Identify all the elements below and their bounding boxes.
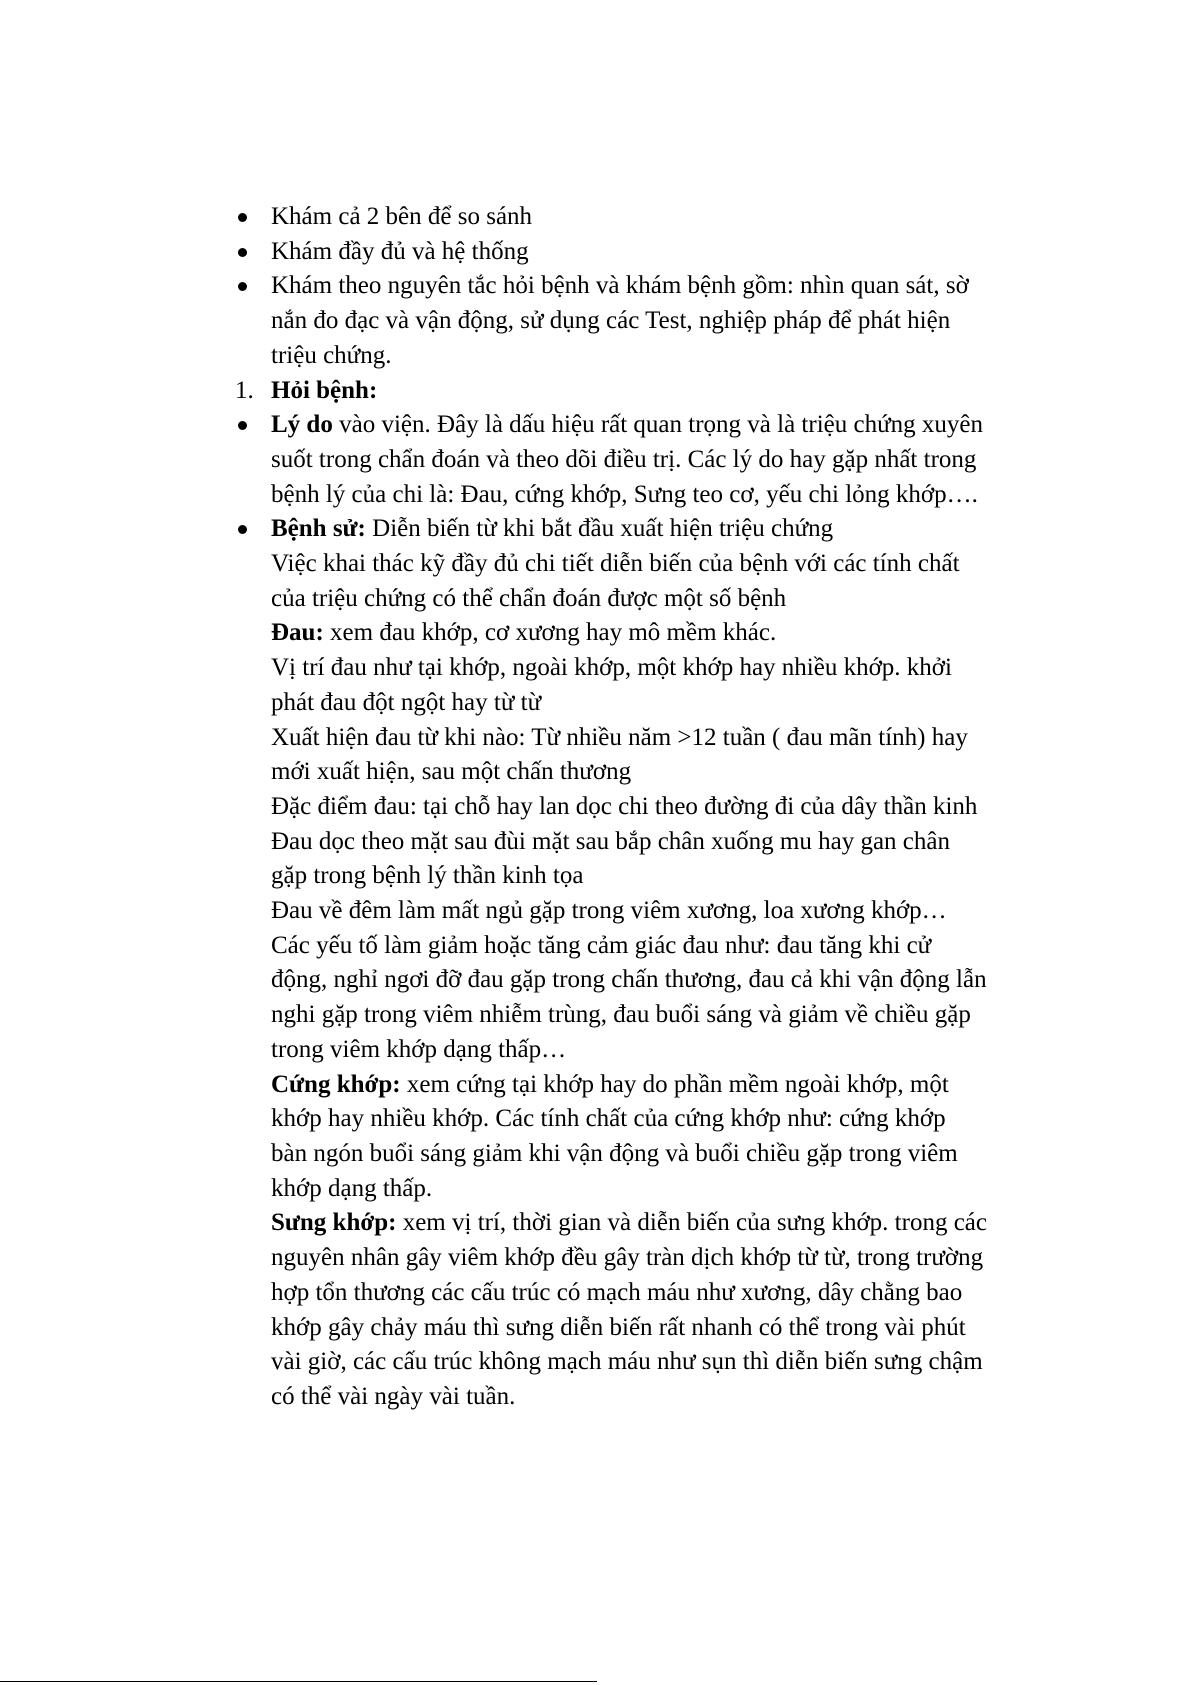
document-body bbox=[237, 200, 1077, 1415]
term-dau: Đau: bbox=[271, 619, 324, 647]
list-item-text: Khám đầy đủ và hệ thống bbox=[271, 237, 529, 265]
list-item-text: Khám cả 2 bên để so sánh bbox=[271, 203, 533, 230]
paragraph-text: gặp trong bệnh lý thần kinh tọa bbox=[271, 862, 584, 890]
list-item-text: triệu chứng. bbox=[271, 341, 392, 369]
paragraph-text: Xuất hiện đau từ khi nào: Từ nhiều năm >12 tuần ( đau mãn tính) hay bbox=[271, 723, 968, 751]
list-item-benh-su bbox=[237, 512, 1077, 1414]
paragraph-text: hợp tổn thương các cấu trúc có mạch máu như xương, dây chằng bao bbox=[271, 1278, 963, 1306]
section-heading-text: Hỏi bệnh: bbox=[271, 376, 378, 404]
paragraph-text: xem đau khớp, cơ xương hay mô mềm khác. bbox=[323, 619, 777, 647]
paragraph-text: Vị trí đau như tại khớp, ngoài khớp, một khớp hay nhiều khớp. khởi bbox=[271, 654, 952, 682]
paragraph-text: xem cứng tại khớp hay do phần mềm ngoài khớp, một bbox=[400, 1070, 949, 1098]
paragraph-text: khớp hay nhiều khớp. Các tính chất của cứng khớp như: cứng khớp bbox=[271, 1105, 946, 1133]
paragraph-text: động, nghỉ ngơi đỡ đau gặp trong chấn thương, đau cả khi vận động lẫn bbox=[271, 966, 987, 994]
paragraph-text: của triệu chứng có thể chẩn đoán được một số bệnh bbox=[271, 584, 787, 612]
term-benh-su: Bệnh sử: bbox=[271, 515, 366, 543]
paragraph-text: có thể vài ngày vài tuần. bbox=[271, 1382, 516, 1410]
paragraph-text: Việc khai thác kỹ đầy đủ chi tiết diễn biến của bệnh với các tính chất bbox=[271, 550, 960, 578]
section-heading bbox=[237, 374, 1077, 409]
paragraph-text: Đau về đêm làm mất ngủ gặp trong viêm xương, loa xương khớp… bbox=[271, 897, 947, 925]
paragraph-text: nghi gặp trong viêm nhiễm trùng, đau buổi sáng và giảm về chiều gặp bbox=[271, 1001, 971, 1029]
term-ly-do: Lý do bbox=[271, 411, 333, 439]
paragraph-text: bàn ngón buổi sáng giảm khi vận động và buổi chiều gặp trong viêm bbox=[271, 1139, 958, 1167]
list-item-text: bệnh lý của chi là: Đau, cứng khớp, Sưng teo cơ, yếu chi lỏng khớp…. bbox=[271, 480, 978, 508]
section-number: 1. bbox=[235, 376, 254, 404]
list-item-ly-do bbox=[237, 408, 1077, 512]
paragraph-text: mới xuất hiện, sau một chấn thương bbox=[271, 758, 632, 786]
list-item-text: vào viện. Đây là dấu hiệu rất quan trọng và là triệu chứng xuyên bbox=[332, 411, 983, 439]
paragraph-text: Diễn biến từ khi bắt đầu xuất hiện triệu chứng bbox=[365, 515, 834, 543]
paragraph-text: Đặc điểm đau: tại chỗ hay lan dọc chi theo đường đi của dây thần kinh bbox=[271, 792, 978, 820]
footnote-separator bbox=[0, 1681, 597, 1682]
list-item bbox=[237, 200, 1077, 235]
list-item bbox=[237, 235, 1077, 270]
paragraph-text: vài giờ, các cấu trúc không mạch máu như sụn thì diễn biến sưng chậm bbox=[271, 1348, 983, 1376]
paragraph-text: Đau dọc theo mặt sau đùi mặt sau bắp chân xuống mu hay gan chân bbox=[271, 827, 950, 855]
term-sung-khop: Sưng khớp: bbox=[271, 1209, 397, 1237]
list-item-text: Khám theo nguyên tắc hỏi bệnh và khám bệnh gồm: nhìn quan sát, sờ bbox=[271, 272, 969, 300]
paragraph-text: xem vị trí, thời gian và diễn biến của sưng khớp. trong các bbox=[396, 1209, 987, 1237]
term-cung-khop: Cứng khớp: bbox=[271, 1070, 401, 1098]
list-item-text: nắn đo đạc và vận động, sử dụng các Test, nghiệp pháp để phát hiện bbox=[271, 307, 951, 335]
paragraph-text: trong viêm khớp dạng thấp… bbox=[271, 1035, 567, 1063]
paragraph-text: khớp gây chảy máu thì sưng diễn biến rất nhanh có thể trong vài phút bbox=[271, 1313, 966, 1341]
list-item-text: suốt trong chẩn đoán và theo dõi điều trị. Các lý do hay gặp nhất trong bbox=[271, 445, 977, 473]
paragraph-text: khớp dạng thấp. bbox=[271, 1174, 433, 1202]
paragraph-text: phát đau đột ngột hay từ từ bbox=[271, 688, 542, 716]
list-item bbox=[237, 269, 1077, 373]
paragraph-text: nguyên nhân gây viêm khớp đều gây tràn dịch khớp từ từ, trong trường bbox=[271, 1244, 984, 1272]
paragraph-text: Các yếu tố làm giảm hoặc tăng cảm giác đau như: đau tăng khi cử bbox=[271, 931, 932, 959]
